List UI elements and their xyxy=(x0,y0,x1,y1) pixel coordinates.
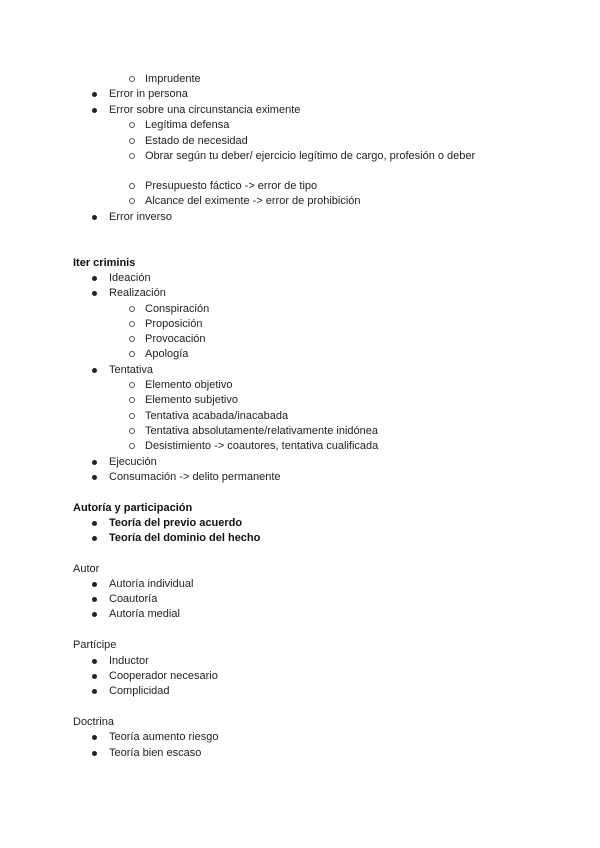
list-item-text: Proposición xyxy=(145,318,203,330)
list-item-text: Conspiración xyxy=(145,303,210,315)
bullet-icon xyxy=(92,368,97,373)
bullet-icon xyxy=(92,751,97,756)
list-item-text: Autoría medial xyxy=(109,608,180,620)
list-item-text: Autoría individual xyxy=(109,578,194,590)
list-item-text: Ideación xyxy=(109,272,151,284)
section-heading: Autoría y participación xyxy=(73,502,193,514)
list-item-text: Teoría del dominio del hecho xyxy=(109,532,261,544)
list-item-text: Cooperador necesario xyxy=(109,670,218,682)
list-item-text: Estado de necesidad xyxy=(145,135,248,147)
list-item-text: Realización xyxy=(109,287,166,299)
circle-bullet-icon xyxy=(129,351,135,357)
list-item-text: Teoría aumento riesgo xyxy=(109,731,219,743)
section-heading: Iter criminis xyxy=(73,257,136,269)
section-heading: Autor xyxy=(73,563,100,575)
list-item-text: Legítima defensa xyxy=(145,119,230,131)
list-item-text: Complicidad xyxy=(109,685,170,697)
list-item-text: Tentativa xyxy=(109,364,154,376)
bullet-icon xyxy=(92,108,97,113)
circle-bullet-icon xyxy=(129,153,135,159)
list-item-text: Tentativa absolutamente/relativamente inidónea xyxy=(145,425,378,437)
list-item-text: Elemento subjetivo xyxy=(145,394,238,406)
circle-bullet-icon xyxy=(129,138,135,144)
list-item-text: Error in persona xyxy=(109,88,188,100)
list-item-text: Alcance del eximente -> error de prohibición xyxy=(145,195,361,207)
circle-bullet-icon xyxy=(129,428,135,434)
bullet-icon xyxy=(92,92,97,97)
bullet-icon xyxy=(92,291,97,296)
circle-bullet-icon xyxy=(129,306,135,312)
circle-bullet-icon xyxy=(129,413,135,419)
circle-bullet-icon xyxy=(129,198,135,204)
bullet-icon xyxy=(92,536,97,541)
list-item-text: Error inverso xyxy=(109,211,172,223)
circle-bullet-icon xyxy=(129,382,135,388)
section-heading: Doctrina xyxy=(73,716,114,728)
list-item-text: Ejecución xyxy=(109,456,157,468)
bullet-icon xyxy=(92,597,97,602)
bullet-icon xyxy=(92,582,97,587)
list-item-text: Tentativa acabada/inacabada xyxy=(145,410,289,422)
list-item-text: Obrar según tu deber/ ejercicio legítimo de cargo, profesión o deber xyxy=(145,150,476,162)
list-item-text: Presupuesto fáctico -> error de tipo xyxy=(145,180,318,192)
bullet-icon xyxy=(92,475,97,480)
list-item-text: Consumación -> delito permanente xyxy=(109,471,281,483)
bullet-icon xyxy=(92,215,97,220)
list-item-text: Coautoría xyxy=(109,593,158,605)
list-item-text: Teoría bien escaso xyxy=(109,747,202,759)
circle-bullet-icon xyxy=(129,321,135,327)
bullet-icon xyxy=(92,659,97,664)
bullet-icon xyxy=(92,674,97,679)
circle-bullet-icon xyxy=(129,336,135,342)
circle-bullet-icon xyxy=(129,76,135,82)
list-item-text: Error sobre una circunstancia eximente xyxy=(109,104,301,116)
circle-bullet-icon xyxy=(129,122,135,128)
bullet-icon xyxy=(92,460,97,465)
bullet-icon xyxy=(92,276,97,281)
section-heading: Partícipe xyxy=(73,639,117,651)
list-item-text: Apología xyxy=(145,348,189,360)
list-item-text: Desistimiento -> coautores, tentativa cualificada xyxy=(145,440,379,452)
circle-bullet-icon xyxy=(129,397,135,403)
circle-bullet-icon xyxy=(129,183,135,189)
bullet-icon xyxy=(92,612,97,617)
list-item-text: Teoría del previo acuerdo xyxy=(109,517,243,529)
circle-bullet-icon xyxy=(129,443,135,449)
bullet-icon xyxy=(92,689,97,694)
list-item-text: Provocación xyxy=(145,333,206,345)
bullet-icon xyxy=(92,521,97,526)
bullet-icon xyxy=(92,735,97,740)
list-item-text: Imprudente xyxy=(145,73,201,85)
list-item-text: Inductor xyxy=(109,655,149,667)
list-item-text: Elemento objetivo xyxy=(145,379,233,391)
